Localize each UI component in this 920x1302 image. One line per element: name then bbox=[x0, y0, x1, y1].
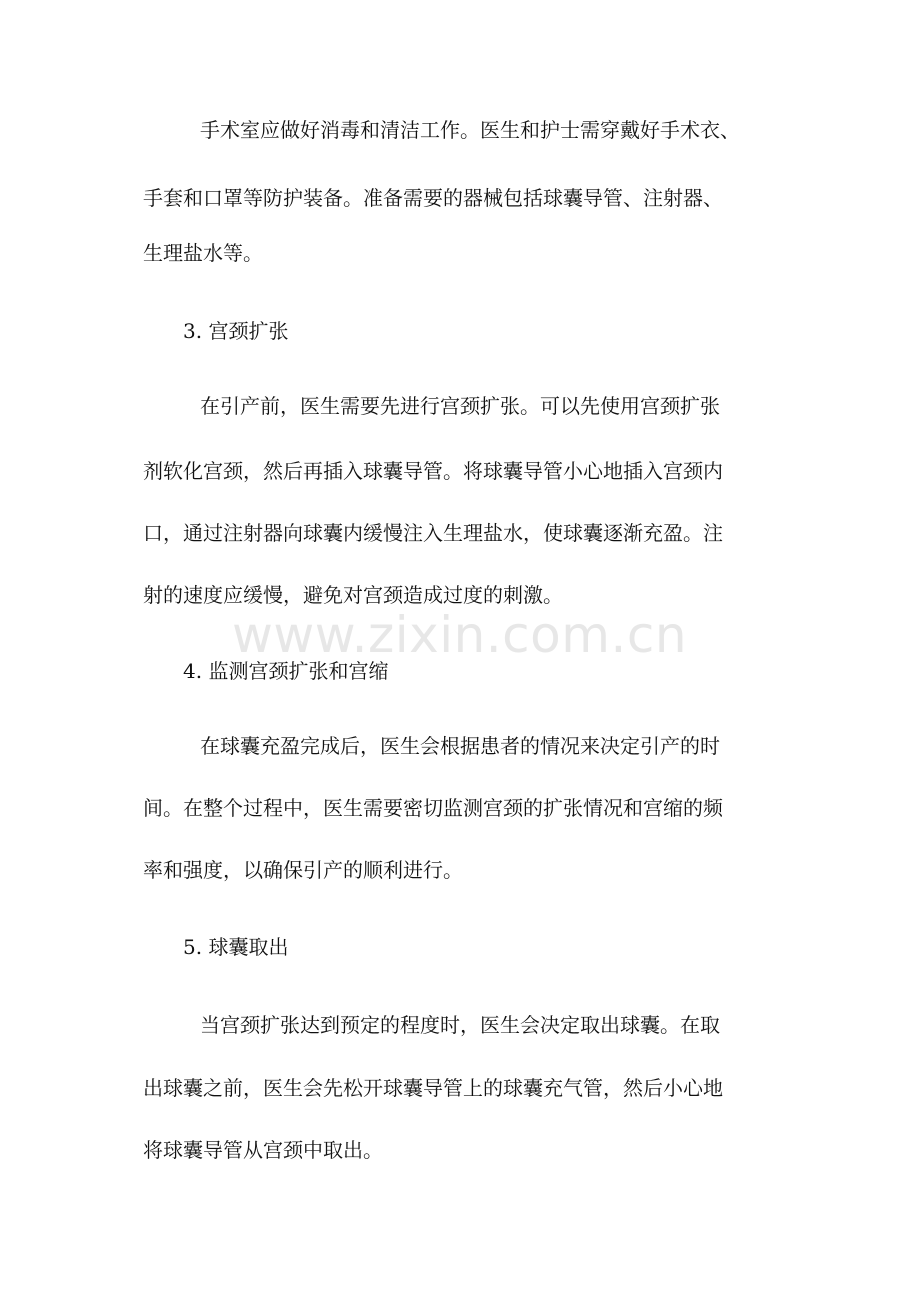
paragraph-line: 手术室应做好消毒和清洁工作。医生和护士需穿戴好手术衣、 bbox=[200, 118, 740, 142]
paragraph-line: 剂软化宫颈，然后再插入球囊导管。将球囊导管小心地插入宫颈内 bbox=[143, 459, 723, 483]
section-heading: 4. 监测宫颈扩张和宫缩 bbox=[183, 659, 389, 683]
paragraph-line: 在引产前，医生需要先进行宫颈扩张。可以先使用宫颈扩张 bbox=[200, 394, 720, 418]
watermark: www.zixin.com.cn bbox=[232, 606, 688, 664]
paragraph-line: 生理盐水等。 bbox=[143, 241, 263, 265]
paragraph-line: 口，通过注射器向球囊内缓慢注入生理盐水，使球囊逐渐充盈。注 bbox=[143, 521, 723, 545]
section-heading: 3. 宫颈扩张 bbox=[183, 319, 289, 343]
paragraph-line: 将球囊导管从宫颈中取出。 bbox=[143, 1138, 383, 1162]
paragraph-line: 在球囊充盈完成后，医生会根据患者的情况来决定引产的时 bbox=[200, 734, 720, 758]
section-heading: 5. 球囊取出 bbox=[183, 935, 289, 959]
paragraph-line: 率和强度，以确保引产的顺利进行。 bbox=[143, 858, 463, 882]
paragraph-line: 射的速度应缓慢，避免对宫颈造成过度的刺激。 bbox=[143, 583, 563, 607]
paragraph-line: 出球囊之前，医生会先松开球囊导管上的球囊充气管，然后小心地 bbox=[143, 1076, 723, 1100]
paragraph-line: 间。在整个过程中，医生需要密切监测宫颈的扩张情况和宫缩的频 bbox=[143, 796, 723, 820]
paragraph-line: 手套和口罩等防护装备。准备需要的器械包括球囊导管、注射器、 bbox=[143, 186, 723, 210]
paragraph-line: 当宫颈扩张达到预定的程度时，医生会决定取出球囊。在取 bbox=[200, 1013, 720, 1037]
